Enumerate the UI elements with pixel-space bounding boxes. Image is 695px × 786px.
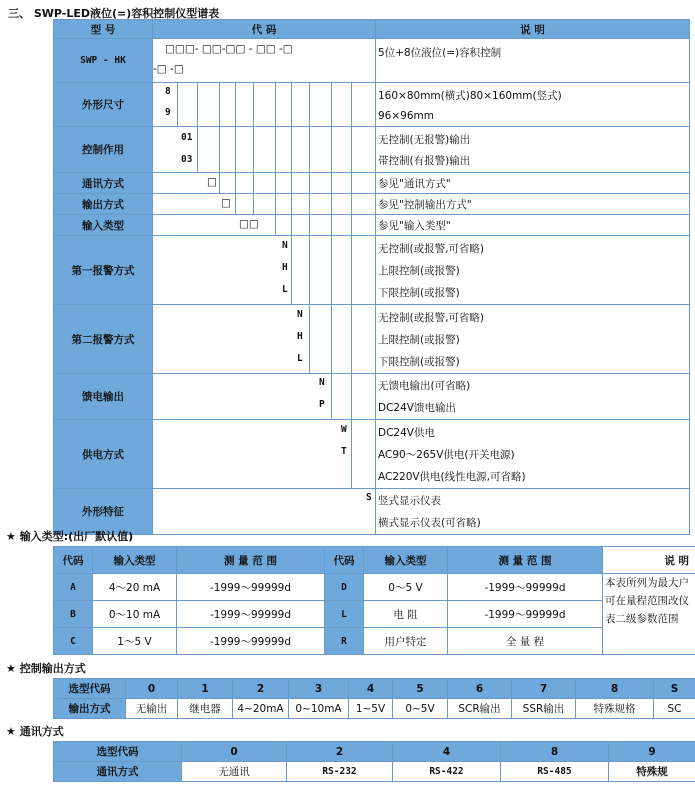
row-header: 输出方式 [54,699,126,719]
code-cell-model [153,39,376,83]
value-cell: 1~5V [349,699,393,719]
row-label-input: 输入类型 [54,215,153,236]
row-label-comm: 通讯方式 [54,173,153,194]
code-value: W [341,424,347,435]
desc-line: 上限控制(或报警) [378,334,460,346]
code-cell-feed [153,374,376,420]
value-cell: 特殊规 [609,762,695,782]
table-cell: -1999～99999d [177,628,325,655]
code-value: N [297,309,303,320]
code-cell: 0 [182,742,287,762]
desc-cell-form [376,489,690,535]
code-cell-form [153,489,376,535]
code-cell: 1 [178,679,233,699]
table-cell: C [54,628,93,655]
model-spectrum-table [53,19,690,535]
row-label-power: 供电方式 [54,420,153,489]
code-cell: 0 [126,679,178,699]
desc-line: 无馈电输出(可省略) [378,380,471,392]
code-line: -□ -□ [153,63,184,75]
desc-cell-model [376,39,690,83]
col-header: 代码 [325,547,364,574]
value-cell: 继电器 [178,699,233,719]
desc-line: 无控制(无报警)输出 [378,134,471,146]
value-cell: 无输出 [126,699,178,719]
row-label-control: 控制作用 [54,127,153,173]
value-cell: RS-485 [501,762,609,782]
row-header: 选型代码 [54,679,126,699]
row-header: 选型代码 [54,742,182,762]
table-cell: D [325,574,364,601]
code-value: □ [207,176,217,188]
code-cell: 5 [393,679,448,699]
table-cell: A [54,574,93,601]
value-cell: 特殊规格 [576,699,654,719]
code-cell-input [153,215,376,236]
desc-line: 无控制(或报警,可省略) [378,312,485,324]
row-header: 通讯方式 [54,762,182,782]
table-cell: 电 阻 [364,601,448,628]
table-cell: -1999～99999d [448,601,603,628]
header-type: 型 号 [54,20,153,39]
table-cell: -1999～99999d [448,574,603,601]
table-cell: 全 量 程 [448,628,603,655]
code-value: H [282,262,288,273]
row-label-output: 输出方式 [54,194,153,215]
code-cell-alarm1 [153,236,376,305]
desc-cell-comm: 参见"通讯方式" [376,173,690,194]
row-label-form: 外形特征 [54,489,153,535]
desc-line: 下限控制(或报警) [378,287,460,299]
col-header: 测 量 范 围 [177,547,325,574]
col-header: 输入类型 [93,547,177,574]
value-cell: SSR输出 [512,699,576,719]
code-value: N [319,377,325,388]
desc-line: 下限控制(或报警) [378,356,460,368]
table-cell: -1999～99999d [177,574,325,601]
control-output-table [53,678,695,719]
desc-line: 5位+8位液位(=)容积控制 [378,47,502,59]
desc-line: 带控制(有报警)输出 [378,155,471,167]
desc-line: AC220V供电(线性电源,可省略) [378,471,526,483]
section-heading-comm: ★ 通讯方式 [6,725,64,738]
code-cell-control [153,127,376,173]
code-cell: S [654,679,695,699]
table-row [54,601,695,628]
table-cell: -1999～99999d [177,601,325,628]
code-cell-output [153,194,376,215]
desc-cell-alarm1 [376,236,690,305]
col-header: 测 量 范 围 [448,547,603,574]
desc-line: 96×96mm [378,110,434,122]
code-value: N [282,240,288,251]
code-cell: 2 [233,679,289,699]
value-cell: 4~20mA [233,699,289,719]
table-cell: B [54,601,93,628]
row-label-alarm1: 第一报警方式 [54,236,153,305]
desc-cell-output: 参见"控制输出方式" [376,194,690,215]
code-value: 8 [165,86,171,97]
desc-cell-alarm2 [376,305,690,374]
value-cell: 0~5V [393,699,448,719]
desc-line: 160×80mm(横式)80×160mm(竖式) [378,90,562,102]
code-cell: 2 [287,742,393,762]
col-header: 输入类型 [364,547,448,574]
value-cell: RS-422 [393,762,501,782]
col-header: 说 明 [603,547,695,574]
section-heading-input-types: ★ 输入类型:(出厂默认值) [6,530,134,543]
col-header: 代码 [54,547,93,574]
code-cell: 3 [289,679,349,699]
code-cell: 4 [349,679,393,699]
row-label-alarm2: 第二报警方式 [54,305,153,374]
table-cell: 1～5 V [93,628,177,655]
header-desc: 说 明 [376,20,690,39]
code-cell-comm [153,173,376,194]
table-row [54,574,695,601]
row-label-size: 外形尺寸 [54,83,153,127]
desc-line: AC90～265V供电(开关电源) [378,449,515,461]
table-cell: 0～10 mA [93,601,177,628]
code-cell-size [153,83,376,127]
code-cell-power [153,420,376,489]
code-cell: 8 [501,742,609,762]
code-value: L [297,353,303,364]
value-cell: RS-232 [287,762,393,782]
desc-line: 上限控制(或报警) [378,265,460,277]
desc-cell-control [376,127,690,173]
code-value: P [319,399,325,410]
row-label-model: SWP - HK [54,39,153,83]
page-title: 三、 SWP-LED液位(=)容积控制仪型谱表 [8,7,220,20]
input-types-table [53,546,695,655]
code-value: □□ [239,218,259,230]
code-value: H [297,331,303,342]
table-cell: 0～5 V [364,574,448,601]
desc-cell-input: 参见"输入类型" [376,215,690,236]
desc-line: DC24V供电 [378,427,435,439]
table-cell: 4～20 mA [93,574,177,601]
code-cell: 8 [576,679,654,699]
desc-cell-feed [376,374,690,420]
desc-line: DC24V馈电输出 [378,402,456,414]
header-code: 代 码 [153,20,376,39]
section-heading-control-output: ★ 控制输出方式 [6,662,86,675]
code-value: 01 [181,132,193,143]
code-value: 03 [181,154,193,165]
code-value: □ [221,197,231,209]
code-cell: 4 [393,742,501,762]
table-cell: 用户特定 [364,628,448,655]
table-cell: R [325,628,364,655]
code-line: □□□- □□-□□ - □□ -□ [165,43,293,55]
table-row [54,628,695,655]
desc-line: 横式显示仪表(可省略) [378,517,481,529]
desc-line: 无控制(或报警,可省略) [378,243,485,255]
value-cell: SC [654,699,695,719]
desc-cell-size [376,83,690,127]
code-value: 9 [165,107,171,118]
code-value: L [282,284,288,295]
code-cell: 7 [512,679,576,699]
row-label-feed: 馈电输出 [54,374,153,420]
comm-table [53,741,695,782]
code-value: T [341,446,347,457]
code-cell: 6 [448,679,512,699]
code-value: S [366,492,372,503]
desc-cell-power [376,420,690,489]
desc-line: 竖式显示仪表 [378,495,441,507]
value-cell: SCR输出 [448,699,512,719]
code-cell-alarm2 [153,305,376,374]
table-cell: L [325,601,364,628]
value-cell: 0~10mA [289,699,349,719]
code-cell: 9 [609,742,695,762]
value-cell: 无通讯 [182,762,287,782]
note-cell: 本表所列为最大户可在量程范围改仪表二级参数范围 [603,574,695,655]
